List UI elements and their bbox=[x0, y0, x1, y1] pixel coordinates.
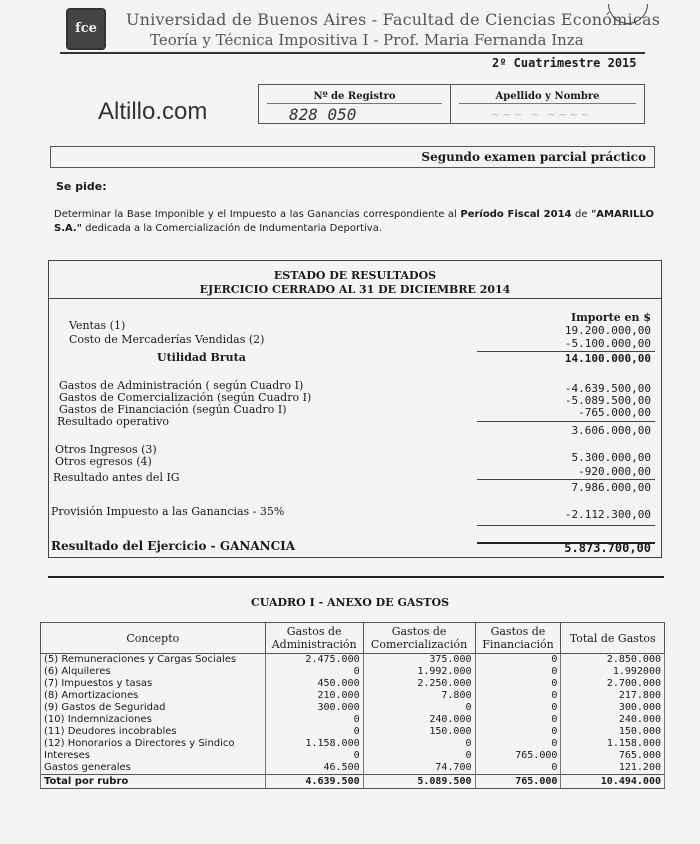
table-row bbox=[41, 654, 665, 667]
income-statement-subtitle: EJERCICIO CERRADO AL 31 DE DICIEMBRE 2014 bbox=[199, 283, 511, 296]
total-com: 5.089.500 bbox=[363, 775, 475, 789]
row-label: Otros Ingresos (3) bbox=[55, 443, 157, 456]
total-row bbox=[41, 775, 665, 789]
amount-header: Importe en $ bbox=[571, 311, 651, 324]
cell-fin: 0 bbox=[475, 666, 561, 678]
cell-com: 7.800 bbox=[363, 690, 475, 702]
cell-total: 765.000 bbox=[561, 750, 665, 762]
cell-total: 240.000 bbox=[561, 714, 665, 726]
table-row bbox=[41, 726, 665, 738]
row-label: Resultado del Ejercicio - GANANCIA bbox=[51, 539, 296, 553]
cell-total: 1.158.000 bbox=[561, 738, 665, 750]
header-administracion: Gastos de Administración bbox=[265, 623, 363, 654]
row-amount: -4.639.500,00 bbox=[564, 382, 651, 395]
total-total: 10.494.000 bbox=[561, 775, 665, 789]
task-text-part: dedicada a la Comercialización de Indumentaria Deportiva. bbox=[81, 223, 383, 234]
total-rule bbox=[477, 542, 655, 544]
cell-adm: 46.500 bbox=[265, 762, 363, 775]
registration-box bbox=[258, 84, 645, 124]
cell-adm: 210.000 bbox=[265, 690, 363, 702]
cell-com: 2.250.000 bbox=[363, 678, 475, 690]
cell-total: 150.000 bbox=[561, 726, 665, 738]
cell-fin: 765.000 bbox=[475, 750, 561, 762]
header-concepto: Concepto bbox=[41, 623, 266, 654]
cell-com: 74.700 bbox=[363, 762, 475, 775]
exam-title: Segundo examen parcial práctico bbox=[421, 150, 646, 164]
table-row bbox=[41, 738, 665, 750]
task-company: "AMARILLO S.A." bbox=[54, 209, 655, 234]
cell-fin: 0 bbox=[475, 654, 561, 667]
subtotal-rule bbox=[477, 525, 655, 526]
row-cmv-amount bbox=[49, 337, 661, 351]
task-description bbox=[54, 208, 654, 236]
row-label: Resultado antes del IG bbox=[53, 471, 180, 484]
table-row bbox=[41, 714, 665, 726]
university-name: Universidad de Buenos Aires - Facultad de Ciencias Económicas bbox=[126, 10, 661, 29]
row-label: Provisión Impuesto a las Ganancias - 35% bbox=[51, 505, 285, 518]
cell-total: 2.700.000 bbox=[561, 678, 665, 690]
registration-number-line bbox=[267, 103, 442, 104]
student-name-line bbox=[459, 103, 636, 104]
cell-concepto: (6) Alquileres bbox=[41, 666, 266, 678]
cell-fin: 0 bbox=[475, 726, 561, 738]
row-label: Gastos de Financiación (según Cuadro I) bbox=[59, 403, 287, 416]
table-row bbox=[41, 750, 665, 762]
cell-fin: 0 bbox=[475, 690, 561, 702]
cell-concepto: (10) Indemnizaciones bbox=[41, 714, 266, 726]
row-label: Ventas (1) bbox=[69, 319, 126, 332]
registration-number-cell bbox=[259, 85, 451, 123]
row-amount: -765.000,00 bbox=[578, 406, 651, 419]
cell-fin: 0 bbox=[475, 702, 561, 714]
section-separator bbox=[48, 576, 664, 578]
subtotal-rule bbox=[477, 421, 655, 422]
cell-com: 1.992.000 bbox=[363, 666, 475, 678]
term-label: 2º Cuatrimestre 2015 bbox=[492, 56, 637, 70]
cell-total: 121.200 bbox=[561, 762, 665, 775]
total-concepto: Total por rubro bbox=[41, 775, 266, 789]
cell-com: 0 bbox=[363, 702, 475, 714]
row-amount: -2.112.300,00 bbox=[564, 508, 651, 521]
header-financiacion: Gastos de Financiación bbox=[475, 623, 561, 654]
student-name-cell bbox=[451, 85, 644, 123]
cell-total: 300.000 bbox=[561, 702, 665, 714]
task-text-part: Determinar la Base Imponible y el Impuesto a las Ganancias correspondiente al bbox=[54, 209, 461, 220]
cell-total: 217.800 bbox=[561, 690, 665, 702]
cell-concepto: (7) Impuestos y tasas bbox=[41, 678, 266, 690]
annex-title: CUADRO I - ANEXO DE GASTOS bbox=[250, 596, 450, 609]
income-statement-rule bbox=[49, 298, 661, 299]
cell-adm: 0 bbox=[265, 750, 363, 762]
cell-concepto: (8) Amortizaciones bbox=[41, 690, 266, 702]
row-utilidad-bruta bbox=[49, 351, 661, 365]
cell-com: 375.000 bbox=[363, 654, 475, 667]
cell-com: 0 bbox=[363, 750, 475, 762]
cell-fin: 0 bbox=[475, 678, 561, 690]
cell-concepto: Gastos generales bbox=[41, 762, 266, 775]
row-label: Costo de Mercaderías Vendidas (2) bbox=[69, 333, 265, 346]
cell-concepto: (12) Honorarios a Directores y Sindico bbox=[41, 738, 266, 750]
subtotal-rule bbox=[477, 479, 655, 480]
cell-com: 240.000 bbox=[363, 714, 475, 726]
row-label: Gastos de Comercialización (según Cuadro I) bbox=[59, 391, 312, 404]
table-row bbox=[41, 690, 665, 702]
header-rule bbox=[60, 52, 645, 54]
cell-adm: 0 bbox=[265, 726, 363, 738]
row-resultado-operativo-amount bbox=[49, 424, 661, 438]
row-label: Gastos de Administración ( según Cuadro I) bbox=[59, 379, 304, 392]
row-amount: 7.986.000,00 bbox=[571, 481, 651, 494]
row-amount: 5.873.700,00 bbox=[564, 541, 651, 555]
registration-number-value: 828 050 bbox=[289, 105, 357, 124]
row-label: Utilidad Bruta bbox=[157, 351, 246, 364]
student-name-label: Apellido y Nombre bbox=[495, 91, 600, 102]
cell-adm: 0 bbox=[265, 666, 363, 678]
row-provision-ig bbox=[49, 505, 661, 519]
task-fiscal-period: Período Fiscal 2014 bbox=[460, 209, 572, 220]
cell-fin: 0 bbox=[475, 738, 561, 750]
cell-fin: 0 bbox=[475, 714, 561, 726]
row-amount: 3.606.000,00 bbox=[571, 424, 651, 437]
cell-concepto: (5) Remuneraciones y Cargas Sociales bbox=[41, 654, 266, 667]
row-amount: 14.100.000,00 bbox=[564, 352, 651, 365]
table-row bbox=[41, 666, 665, 678]
header-comercializacion: Gastos de Comercialización bbox=[363, 623, 475, 654]
table-row bbox=[41, 762, 665, 775]
total-adm: 4.639.500 bbox=[265, 775, 363, 789]
course-name: Teoría y Técnica Impositiva I - Prof. Maria Fernanda Inza bbox=[150, 31, 584, 49]
income-statement-title: ESTADO DE RESULTADOS bbox=[273, 269, 437, 282]
total-fin: 765.000 bbox=[475, 775, 561, 789]
cell-com: 150.000 bbox=[363, 726, 475, 738]
student-name-value: ~~~ ~ ~~~~ bbox=[491, 108, 592, 121]
row-label: Resultado operativo bbox=[57, 415, 169, 428]
cell-com: 0 bbox=[363, 738, 475, 750]
cell-total: 1.992000 bbox=[561, 666, 665, 678]
task-heading: Se pide: bbox=[56, 180, 107, 193]
row-amount: -920.000,00 bbox=[578, 465, 651, 478]
row-amount: -5.100.000,00 bbox=[564, 337, 651, 350]
annex-header-row bbox=[41, 623, 665, 654]
cell-concepto: Intereses bbox=[41, 750, 266, 762]
cell-fin: 0 bbox=[475, 762, 561, 775]
cell-adm: 2.475.000 bbox=[265, 654, 363, 667]
income-statement bbox=[48, 260, 662, 558]
table-row bbox=[41, 678, 665, 690]
cell-adm: 300.000 bbox=[265, 702, 363, 714]
cell-adm: 0 bbox=[265, 714, 363, 726]
document-header bbox=[60, 4, 661, 56]
header-total: Total de Gastos bbox=[561, 623, 665, 654]
task-text-part: de bbox=[571, 209, 592, 220]
row-amount: 19.200.000,00 bbox=[564, 324, 651, 337]
watermark-text: Altillo.com bbox=[98, 98, 208, 125]
cell-concepto: (11) Deudores incobrables bbox=[41, 726, 266, 738]
registration-number-label: Nº de Registro bbox=[313, 91, 396, 102]
cell-adm: 450.000 bbox=[265, 678, 363, 690]
row-amount: 5.300.000,00 bbox=[571, 451, 651, 464]
fce-logo: fce bbox=[66, 8, 106, 50]
expense-annex-table bbox=[40, 622, 665, 789]
cell-total: 2.850.000 bbox=[561, 654, 665, 667]
row-amount: -5.089.500,00 bbox=[564, 394, 651, 407]
exam-title-band bbox=[50, 146, 655, 168]
cell-adm: 1.158.000 bbox=[265, 738, 363, 750]
table-row bbox=[41, 702, 665, 714]
cell-concepto: (9) Gastos de Seguridad bbox=[41, 702, 266, 714]
row-label: Otros egresos (4) bbox=[55, 455, 152, 468]
row-resultado-antes-ig-amount bbox=[49, 481, 661, 495]
